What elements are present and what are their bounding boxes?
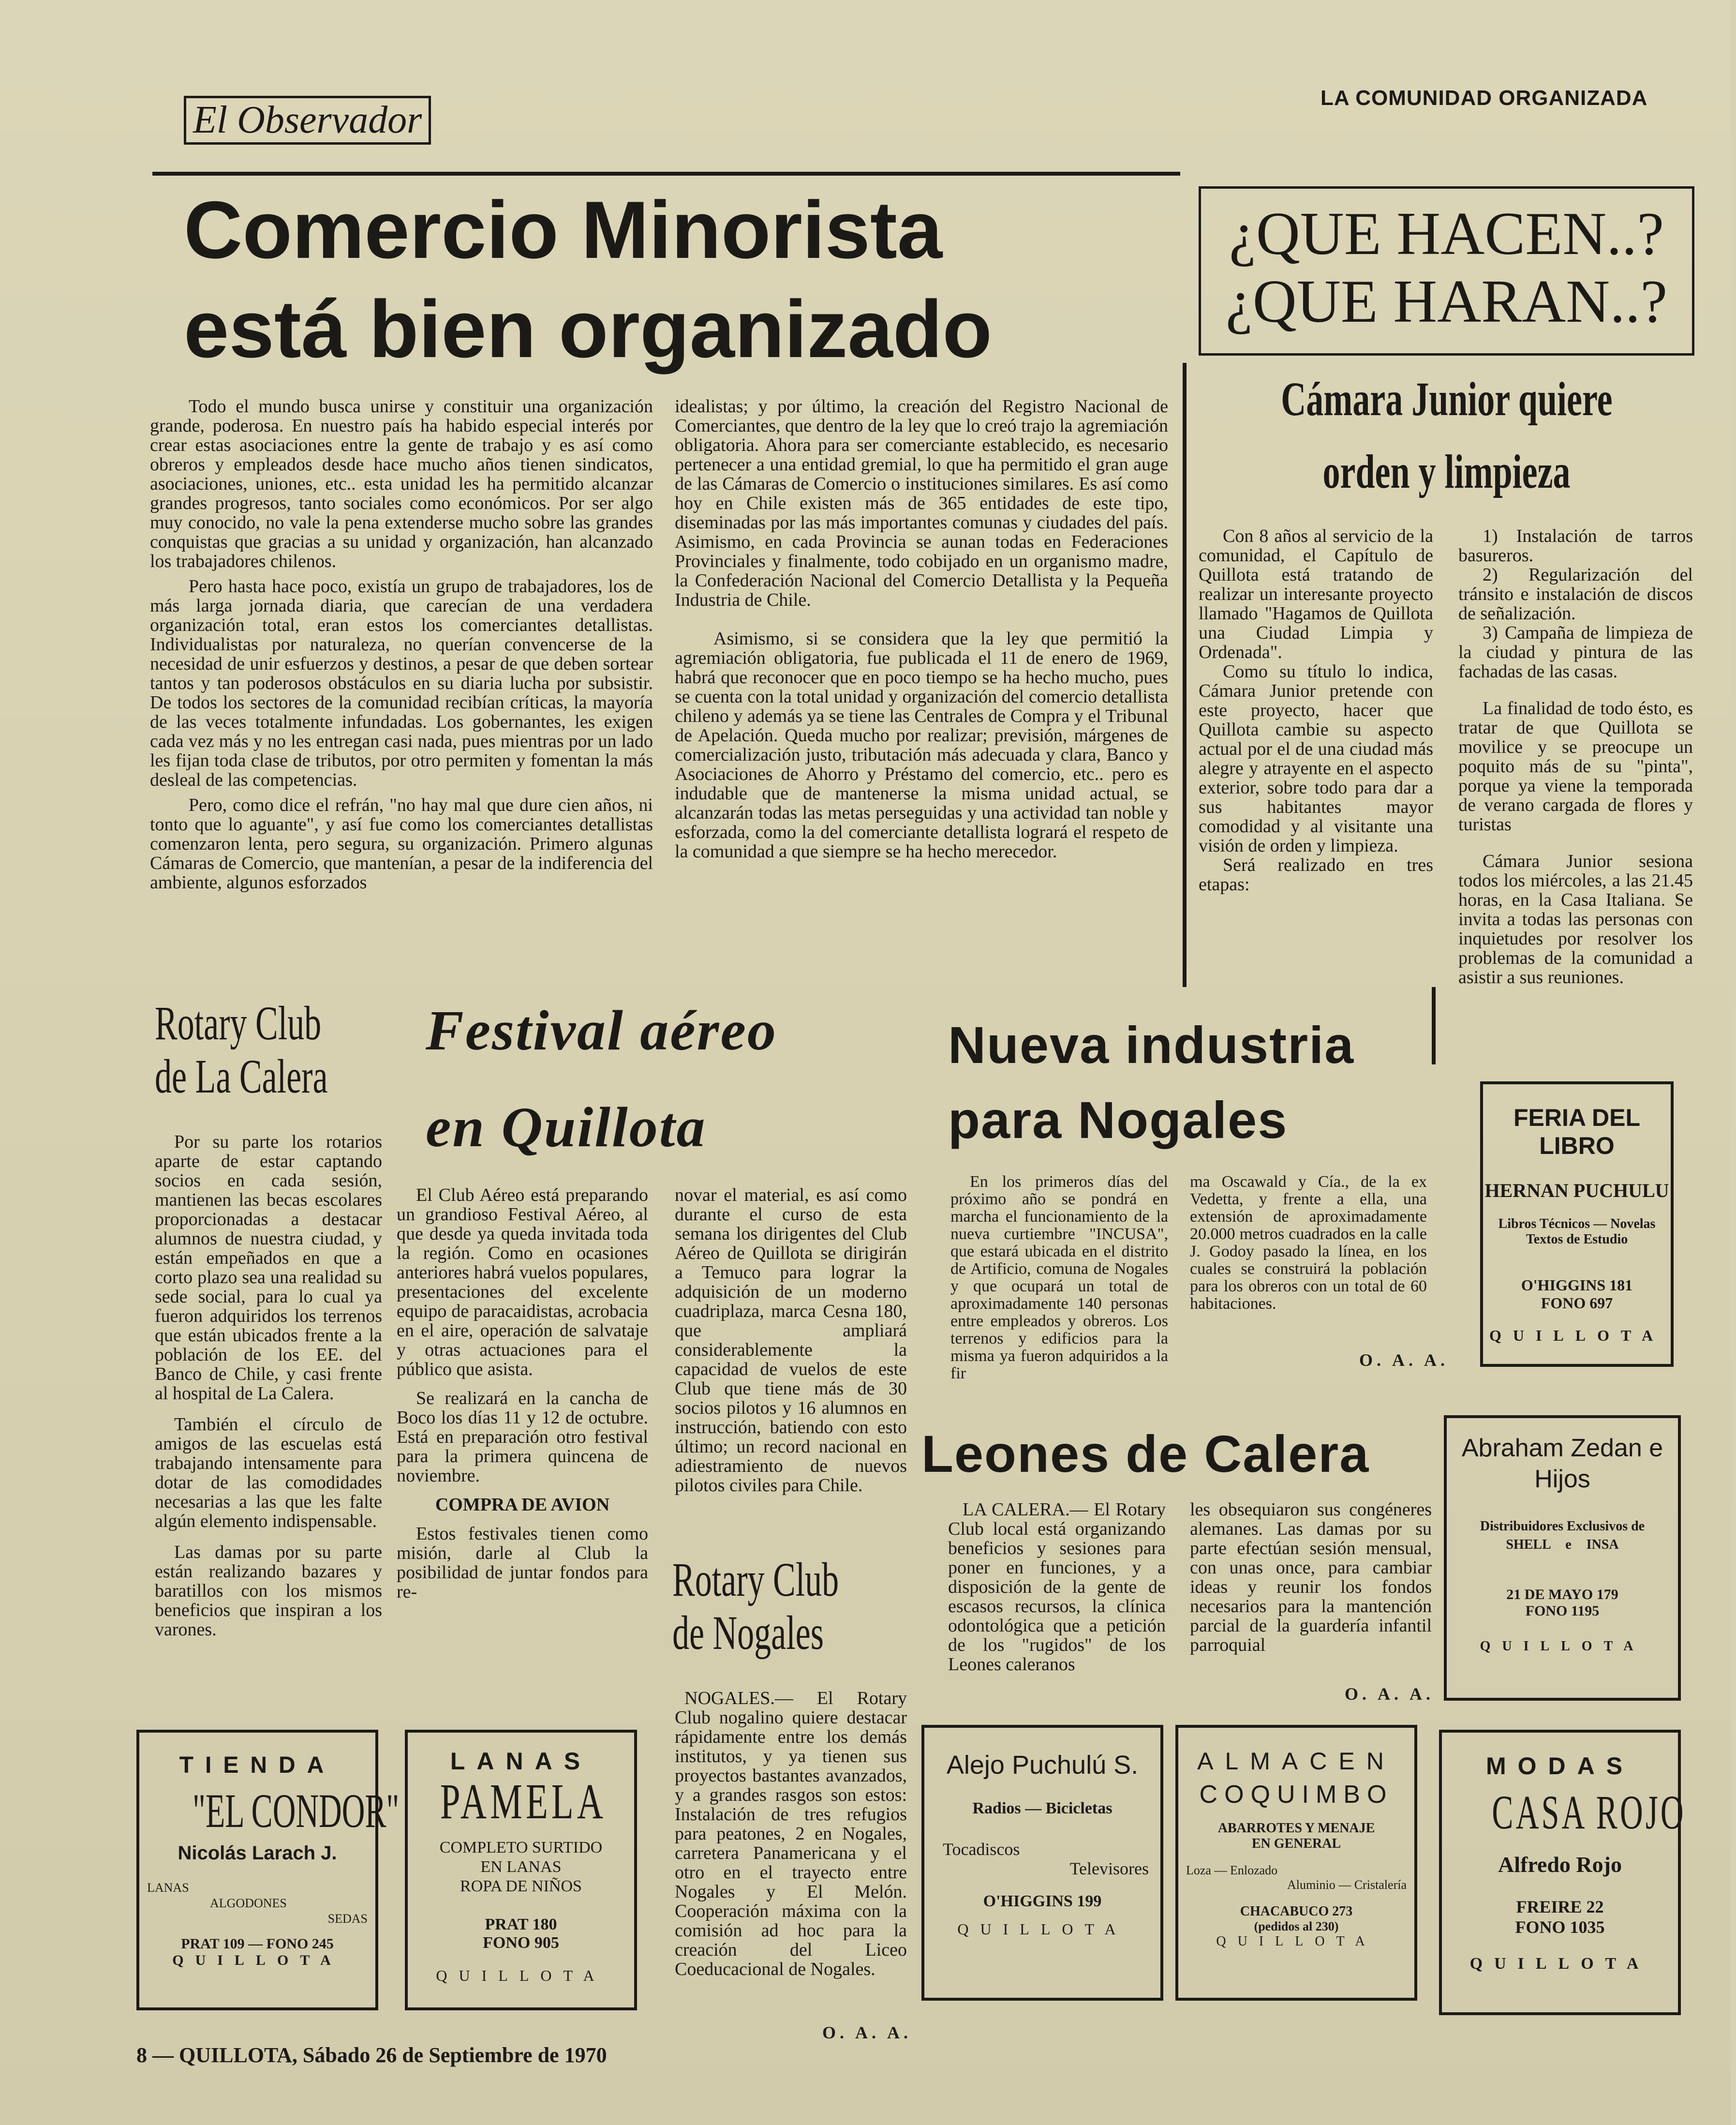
ad-almacen-coquimbo [1175, 1725, 1417, 2001]
pamela-city: QUILLOTA [436, 1967, 606, 1984]
camara-headline-line2: orden y limpieza [1322, 445, 1571, 498]
alejo-name: Alejo Puchulú S. [946, 1751, 1139, 1780]
festival-paragraph: novar el material, es así como durante el curso de esta semana los dirigentes del Club Aéreo de Quillota se dirigirán a Temuco para lograr la adquisición de un moderno cuadriplaza, marca Cesna 180, que ampliará considerablemente la capacidad de vuelos de este Club que tiene más de 30 socios pilotos y 16 alumnos en instrucción, batiendo con esto último; un record nacional en adiestramiento de nuevos pilotos civiles para Chile. [675, 1185, 907, 1496]
zedan-line2: SHELL e INSA [1506, 1537, 1619, 1552]
zedan-phone: FONO 1195 [1525, 1603, 1600, 1619]
comercio-paragraph: Pero, como dice el refrán, "no hay mal que dure cien años, ni tonto que lo aguante", y así fue como los comerciantes detallistas comenzaron lenta, pero segura, su organización. Primero algunas Cámaras de Comercio, que mantenían, a pesar de la indiferencia del ambiente, algunos esforzados [150, 795, 653, 893]
condor-city: QUILLOTA [172, 1952, 342, 1968]
feria-line1: Libros Técnicos — Novelas [1498, 1216, 1656, 1231]
coquimbo-line2: EN GENERAL [1251, 1836, 1341, 1851]
coquimbo-address: CHACABUCO 273 [1240, 1904, 1353, 1919]
camara-paragraph: Como su título lo indica, Cámara Junior pretende con este proyecto, hacer que Quillota cambie su aspecto actual por el de una ciudad más alegre y atrayente en el aspecto exterior, sobre todo para dar a sus habitantes mayor comodidad y al visitante una visión de orden y limpieza. [1199, 661, 1433, 856]
festival-headline-line1: Festival aéreo [426, 999, 777, 1062]
condor-item: LANAS [147, 1881, 189, 1895]
zedan-city: QUILLOTA [1480, 1639, 1645, 1654]
camara-paragraph: Cámara Junior sesiona todos los miércoles, a las 21.45 horas, en la Casa Italiana. Se invita a todas las personas con inquietudes por resolver los problemas de la comunidad a asistir a sus reuniones. [1458, 851, 1693, 988]
condor-name: "EL CONDOR" [193, 1784, 400, 1838]
ad-feria-del-libro [1480, 1081, 1674, 1367]
casarojo-address: FREIRE 22 [1516, 1897, 1604, 1916]
rotary-calera-headline-line1: Rotary Club [155, 996, 322, 1050]
camara-column-1 [1199, 526, 1433, 962]
casarojo-owner: Alfredo Rojo [1498, 1852, 1622, 1877]
ad-abraham-zedan [1444, 1415, 1681, 1701]
ad-alejo-puchulu [921, 1725, 1163, 2001]
rotary-nogales-body [675, 1689, 907, 2018]
nogales-industria-column-1 [950, 1173, 1168, 1396]
casarojo-name: CASA ROJO [1492, 1785, 1686, 1839]
pamela-name-wrap [408, 1775, 634, 1828]
zedan-name: Abraham Zedan e Hijos [1461, 1434, 1663, 1493]
rotary-nogales-headline [672, 1553, 905, 1669]
leones-column-1 [948, 1500, 1166, 1693]
casarojo-phone: FONO 1035 [1515, 1917, 1605, 1937]
camara-column-2 [1458, 526, 1693, 1078]
rotary-nogales-paragraph: NOGALES.— El Rotary Club nogalino quiere destacar rápidamente entre los demás institutos, y ya tienen sus proyectos bastantes avanzados, y a grandes rasgos son estos: Instalación de tres refugios para peatones, 2 en Nogales, carretera Panamericana y el otro en el trayecto entre Nogales y El Melón. Cooperación máxima con la comisión ad hoc para la creación del Liceo Coeducacional de Nogales. [675, 1688, 907, 1979]
coquimbo-name: COQUIMBO [1199, 1781, 1394, 1809]
page-footer: 8 — QUILLOTA, Sábado 26 de Septiembre de 1970 [136, 2043, 607, 2067]
condor-name-wrap [139, 1784, 400, 1838]
feria-title-line1: FERIA DEL [1513, 1104, 1641, 1131]
coquimbo-lines [1186, 1863, 1407, 1892]
coquimbo-note: (pedidos al 230) [1254, 1919, 1339, 1933]
coquimbo-line1: ABARROTES Y MENAJE [1217, 1821, 1375, 1836]
pamela-phone: FONO 905 [483, 1934, 559, 1952]
comercio-headline-line1: Comercio Minorista [184, 184, 943, 275]
comercio-headline-line2: está bien organizado [184, 284, 992, 374]
headline-rule [152, 172, 1180, 176]
nogales-industria-headline-line1: Nueva industria [948, 1016, 1355, 1074]
camara-headline-line1-wrap [1199, 373, 1694, 426]
feria-phone: FONO 697 [1541, 1294, 1613, 1312]
condor-items [147, 1881, 368, 1929]
ad-lanas-pamela [405, 1730, 637, 2010]
leones-paragraph: les obsequiaron sus congéneres alemanes. Las damas por su parte efectúan sesión mensual, con unas once, para cambiar ideas y reunir los fondos necesarios para la mantención parcial de la guardería infantil parroquial [1190, 1499, 1432, 1655]
pamela-top: LANAS [450, 1748, 592, 1775]
comercio-paragraph: idealistas; y por último, la creación del Registro Nacional de Comerciantes, que dentro de la ley que lo creó trajo la agremiación obligatoria. Ahora para ser comerciante establecido, es necesario pertenecer a una entidad gremial, lo que ha permitido el gran auge de las Cámaras de Comercio o instituciones similares. Es así como hoy en Chile existen más de 365 entidades de este tipo, diseminadas por las más importantes comunas y ciudades del país. Asimismo, en cada Provincia se aunan todas en Federaciones Provinciales y finalmente, todo cobijado en un organismo madre, la Confederación Nacional del Comercio Detallista y la Pequeña Industria de Chile. [675, 396, 1168, 610]
nogales-industria-paragraph: En los primeros días del próximo año se pondrá en marcha el funcionamiento de la nueva curtiembre "INCUSA", que estará ubicada en el distrito de Artificio, comuna de Nogales y que ocupará un total de aproximadamente 140 personas entre empleados y obreros. Los terrenos y edificios para la misma ya fueron adquiridos a la fir [950, 1173, 1168, 1382]
coquimbo-line4: Aluminio — Cristalería [1287, 1878, 1407, 1892]
festival-headline-line2: en Quillota [426, 1095, 707, 1159]
alejo-city: QUILLOTA [957, 1920, 1128, 1938]
rotary-calera-paragraph: También el círculo de amigos de las escuelas está trabajando intensamente para dotar de las comodidades necesarias a las que les falte algún elemento indispensable. [155, 1414, 382, 1531]
nogales-industria-column-2 [1190, 1173, 1427, 1357]
que-hacen-line2: ¿QUE HARAN..? [1225, 268, 1668, 335]
ad-tienda-el-condor [136, 1730, 400, 2010]
nogales-industria-paragraph: ma Oscawald y Cía., de la ex Vedetta, y frente a ella, una extensión de aproximadamente 20.000 metros cuadrados en la calle J. Godoy pasado la línea, en los cuales se construirá la población para los obreros con un total de 60 habitaciones. [1190, 1173, 1427, 1313]
leones-headline: Leones de Calera [921, 1424, 1370, 1483]
camara-list-item: 3) Campaña de limpieza de la ciudad y pintura de las fachadas de las casas. [1458, 623, 1693, 682]
coquimbo-line3: Loza — Enlozado [1186, 1863, 1278, 1877]
rotary-calera-body [155, 1132, 382, 1713]
leones-paragraph: LA CALERA.— El Rotary Club local está organizando beneficios y sesiones para poner en funciones, y a disposición de la gente de escasos recursos, la clínica odontológica que a petición de los "rugidos" de los Leones caleranos [948, 1499, 1166, 1675]
camara-list-item: 2) Regularización del tránsito e instalación de discos de señalización. [1458, 565, 1693, 624]
column-rule [1183, 363, 1187, 987]
feria-line2: Textos de Estudio [1526, 1232, 1628, 1247]
casarojo-city: QUILLOTA [1469, 1955, 1650, 1973]
rotary-nogales-signature: O. A. A. [822, 2023, 912, 2042]
rotary-calera-paragraph: Por su parte los rotarios aparte de estar captando socios en cada sesión, mantienen las becas escolares proporcionadas a destacar alumnos de nuestra ciudad, y están empeñados en que a corto plazo sea una realidad su sede social, para lo cual ya fueron adquiridos los terrenos que están ubicados frente a la población de los EE. del Banco de Chile, y casi frente al hospital de La Calera. [155, 1132, 382, 1404]
feria-title-line2: LIBRO [1539, 1132, 1615, 1159]
festival-paragraph: El Club Aéreo está preparando un grandioso Festival Aéreo, al que desde ya queda invitada toda la región. Como en ocasiones anteriores habrá vuelos populares, presentaciones del excelente equipo de paracaidistas, acrobacia en el aire, operación de salvataje y otras actuaciones para el público que asista. [397, 1185, 648, 1379]
feria-address: O'HIGGINS 181 [1521, 1276, 1633, 1294]
festival-paragraph: Se realizará en la cancha de Boco los días 11 y 12 de octubre. Está en preparación otro festival para la primera quincena de noviembre. [397, 1388, 648, 1486]
pamela-line3: ROPA DE NIÑOS [460, 1877, 582, 1895]
pamela-address: PRAT 180 [485, 1915, 557, 1933]
camara-list-item: 1) Instalación de tarros basureros. [1458, 526, 1693, 566]
festival-subhead: COMPRA DE AVION [435, 1495, 610, 1515]
condor-item: SEDAS [327, 1912, 368, 1926]
alejo-lines [936, 1839, 1149, 1878]
comercio-paragraph: Asimismo, si se considera que la ley que permitió la agremiación obligatoria, fue publicada el 11 de enero de 1969, habrá que reconocer que en poco tiempo se ha hecho mucho, pues se cuenta con la total unidad y organización del comercio detallista chileno y además ya se tiene las Centrales de Compra y el Tribunal de Apelación. Queda mucho por realizar; previsión, márgenes de comercialización justo, tributación más adecuada y clara, Banco y Asociaciones de Ahorro y Préstamo del comercio, etc.. pero es indudable que de mantenerse la misma unidad actual, se alcanzarán todas las metas perseguidas y una actividad tan noble y esforzada, como la del comerciante detallista logrará el respeto de la comunidad a que siempre se ha hecho merecedor. [675, 629, 1168, 862]
zedan-line1: Distribuidores Exclusivos de [1480, 1519, 1645, 1534]
alejo-line1: Radios — Bicicletas [972, 1799, 1113, 1817]
ad-modas-casa-rojo [1439, 1730, 1686, 2015]
camara-paragraph: La finalidad de todo ésto, es tratar de que Quillota se movilice y se preocupe un poquito más de su "pinta", porque ya viene la temporada de verano cargada de flores y turistas [1458, 698, 1693, 835]
alejo-line2: Tocadiscos [943, 1840, 1020, 1859]
alejo-line3: Televisores [1069, 1859, 1149, 1878]
rotary-calera-headline-line2: de La Calera [155, 1049, 328, 1103]
zedan-address: 21 DE MAYO 179 [1506, 1586, 1618, 1602]
nogales-industria-signature: O. A. A. [1359, 1350, 1449, 1370]
comercio-paragraph: Todo el mundo busca unirse y constituir una organización grande, poderosa. En nuestro país ha habido especial interés por crear estas asociaciones entre la gente de trabajo y es así como obreros y empleados desde hace mucho años tienen sindicatos, asociaciones, uniones, etc.. esta unidad les ha permitido alcanzar grandes progresos, tanto sociales como económicos. Por ser algo muy conocido, no vale la pena extenderse mucho sobre las grandes conquistas que gracias a su unidad y organización, han alcanzado los trabajadores chilenos. [150, 396, 653, 571]
column-rule [1432, 987, 1436, 1064]
casarojo-top: MODAS [1485, 1752, 1634, 1780]
condor-owner: Nicolás Larach J. [178, 1842, 337, 1864]
pamela-line2: EN LANAS [480, 1858, 562, 1876]
rotary-nogales-headline-line1: Rotary Club [672, 1553, 839, 1606]
camara-headline-line1: Cámara Junior quiere [1280, 372, 1613, 426]
section-logo: El Observador [184, 96, 431, 145]
casarojo-name-wrap [1442, 1785, 1686, 1839]
comercio-column-1 [150, 397, 653, 982]
festival-paragraph: Estos festivales tienen como misión, darle al Club la posibilidad de juntar fondos para re- [397, 1524, 648, 1602]
leones-column-2 [1190, 1500, 1432, 1693]
camara-headline-line2-wrap [1199, 445, 1694, 498]
coquimbo-top: ALMACEN [1197, 1748, 1395, 1775]
leones-signature: O. A. A. [1345, 1684, 1435, 1704]
festival-column-1 [397, 1185, 648, 1718]
feria-name: HERNAN PUCHULU [1484, 1180, 1669, 1201]
camara-paragraph: Será realizado en tres etapas: [1199, 855, 1433, 895]
comercio-column-2 [675, 397, 1168, 982]
festival-column-2 [675, 1185, 907, 1553]
rotary-calera-headline [155, 997, 372, 1113]
comercio-paragraph: Pero hasta hace poco, existía un grupo de trabajadores, los de más larga jornada diaria, que carecían de una verdadera organización total, eran estos los comerciantes detallistas. Individualistas por naturaleza, no querían convencerse de la necesidad de unir esfuerzos y destinos, a pesar de que deben sortear tantos y tan poderosos obstáculos en su diaria lucha por subsistir. De todos los sectores de la comunidad recibían críticas, la mayoría de las veces totalmente infundadas. Los gobernantes, les exigen cada vez más y no les entregan casi nada, pues mientras por un lado les fijan toda clase de tributos, por otro permiten y fomentan la más desleal de las competencias. [150, 576, 653, 790]
que-hacen-box [1199, 186, 1694, 356]
pamela-line1: COMPLETO SURTIDO [439, 1839, 603, 1856]
condor-address: PRAT 109 — FONO 245 [181, 1936, 334, 1952]
rotary-nogales-headline-line2: de Nogales [672, 1606, 824, 1660]
pamela-name: PAMELA [440, 1774, 607, 1829]
alejo-address: O'HIGGINS 199 [983, 1892, 1102, 1910]
coquimbo-city: QUILLOTA [1216, 1934, 1377, 1949]
feria-city: QUILLOTA [1489, 1327, 1665, 1344]
condor-item: ALGODONES [210, 1896, 287, 1910]
camara-paragraph: Con 8 años al servicio de la comunidad, el Capítulo de Quillota está tratando de realizar un interesante proyecto llamado "Hagamos de Quillota una Ciudad Limpia y Ordenada". [1199, 526, 1433, 662]
condor-top: TIENDA [179, 1752, 336, 1778]
rotary-calera-paragraph: Las damas por su parte están realizando bazares y baratillos con los mismos beneficios que inspiran a los varones. [155, 1542, 382, 1640]
que-hacen-line1: ¿QUE HACEN..? [1229, 200, 1664, 268]
nogales-industria-headline-line2: para Nogales [948, 1091, 1288, 1149]
section-title: LA COMUNIDAD ORGANIZADA [1321, 86, 1648, 110]
